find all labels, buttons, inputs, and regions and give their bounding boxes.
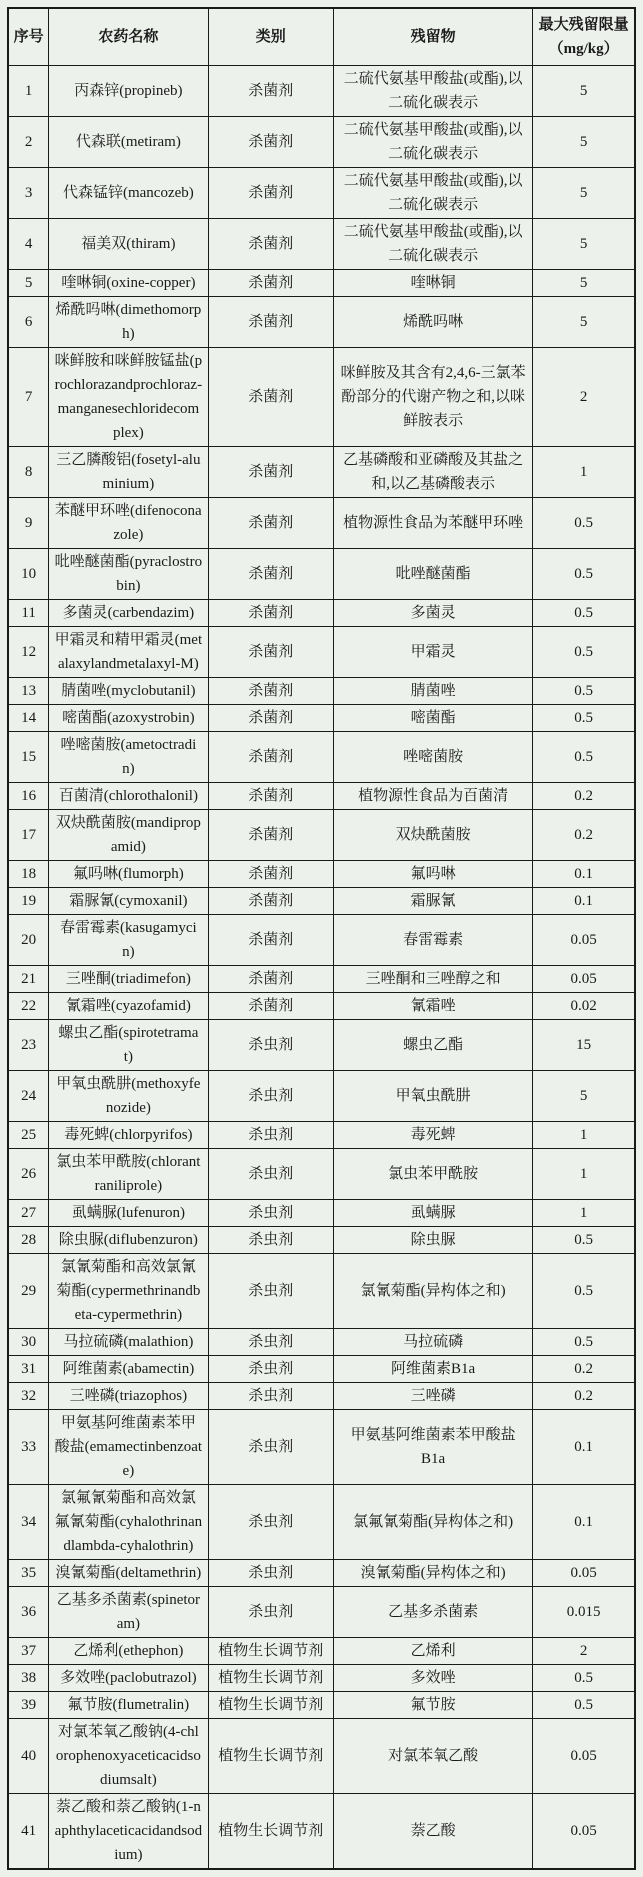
- table-row: [8, 915, 635, 966]
- category: 植物生长调节剂: [208, 1719, 333, 1794]
- max-limit-value: 5: [533, 1071, 635, 1122]
- row-number: 20: [8, 915, 49, 966]
- header-pesticide-name: 农药名称: [49, 8, 208, 66]
- pesticide-name: 喹啉铜(oxine-copper): [49, 270, 208, 297]
- row-number: 28: [8, 1227, 49, 1254]
- row-number: 14: [8, 705, 49, 732]
- residue: 霜脲氰: [333, 888, 532, 915]
- max-limit-value: 1: [533, 1200, 635, 1227]
- max-limit-value: 5: [533, 297, 635, 348]
- max-limit-value: 0.5: [533, 732, 635, 783]
- pesticide-name: 腈菌唑(myclobutanil): [49, 678, 208, 705]
- max-limit-value: 0.2: [533, 1383, 635, 1410]
- row-number: 8: [8, 447, 49, 498]
- pesticide-name: 氰霜唑(cyazofamid): [49, 993, 208, 1020]
- max-limit-value: 5: [533, 66, 635, 117]
- residue: 腈菌唑: [333, 678, 532, 705]
- residue: 二硫代氨基甲酸盐(或酯),以二硫化碳表示: [333, 168, 532, 219]
- pesticide-name: 代森联(metiram): [49, 117, 208, 168]
- row-number: 22: [8, 993, 49, 1020]
- max-limit-value: 2: [533, 348, 635, 447]
- residue: 三唑磷: [333, 1383, 532, 1410]
- table-body: [8, 66, 635, 1870]
- residue: 二硫代氨基甲酸盐(或酯),以二硫化碳表示: [333, 219, 532, 270]
- row-number: 5: [8, 270, 49, 297]
- category: 植物生长调节剂: [208, 1794, 333, 1870]
- table-row: [8, 861, 635, 888]
- table-row: [8, 1410, 635, 1485]
- pesticide-name: 螺虫乙酯(spirotetramat): [49, 1020, 208, 1071]
- pesticide-name: 甲氧虫酰肼(methoxyfenozide): [49, 1071, 208, 1122]
- max-limit-value: 0.5: [533, 1692, 635, 1719]
- category: 杀菌剂: [208, 966, 333, 993]
- residue: 氟节胺: [333, 1692, 532, 1719]
- pesticide-name: 氯氰菊酯和高效氯氰菊酯(cypermethrinandbeta-cypermethrin): [49, 1254, 208, 1329]
- category: 杀虫剂: [208, 1149, 333, 1200]
- pesticide-name: 三唑磷(triazophos): [49, 1383, 208, 1410]
- table-header: [8, 8, 635, 66]
- category: 植物生长调节剂: [208, 1638, 333, 1665]
- residue: 乙基磷酸和亚磷酸及其盐之和,以乙基磷酸表示: [333, 447, 532, 498]
- table-row: [8, 270, 635, 297]
- category: 杀菌剂: [208, 447, 333, 498]
- table-row: [8, 1638, 635, 1665]
- max-limit-value: 1: [533, 447, 635, 498]
- pesticide-name: 氟节胺(flumetralin): [49, 1692, 208, 1719]
- table-row: [8, 297, 635, 348]
- category: 杀菌剂: [208, 168, 333, 219]
- table-row: [8, 705, 635, 732]
- row-number: 29: [8, 1254, 49, 1329]
- max-limit-value: 5: [533, 219, 635, 270]
- category: 杀虫剂: [208, 1485, 333, 1560]
- category: 杀虫剂: [208, 1410, 333, 1485]
- max-limit-value: 0.1: [533, 1485, 635, 1560]
- pesticide-name: 多效唑(paclobutrazol): [49, 1665, 208, 1692]
- category: 杀菌剂: [208, 915, 333, 966]
- max-limit-value: 1: [533, 1149, 635, 1200]
- residue: 烯酰吗啉: [333, 297, 532, 348]
- pesticide-name: 甲霜灵和精甲霜灵(metalaxylandmetalaxyl-M): [49, 627, 208, 678]
- residue: 唑嘧菌胺: [333, 732, 532, 783]
- pesticide-name: 咪鲜胺和咪鲜胺锰盐(prochlorazandprochloraz-manganesechloridecomplex): [49, 348, 208, 447]
- max-limit-value: 0.1: [533, 888, 635, 915]
- residue: 氯氰菊酯(异构体之和): [333, 1254, 532, 1329]
- table-row: [8, 1587, 635, 1638]
- category: 杀菌剂: [208, 732, 333, 783]
- max-limit-value: 0.05: [533, 1794, 635, 1870]
- category: 杀虫剂: [208, 1071, 333, 1122]
- row-number: 18: [8, 861, 49, 888]
- table-row: [8, 993, 635, 1020]
- max-limit-value: 0.5: [533, 1329, 635, 1356]
- row-number: 3: [8, 168, 49, 219]
- category: 杀虫剂: [208, 1587, 333, 1638]
- max-limit-value: 5: [533, 168, 635, 219]
- category: 杀虫剂: [208, 1254, 333, 1329]
- row-number: 17: [8, 810, 49, 861]
- category: 杀菌剂: [208, 600, 333, 627]
- residue: 氰霜唑: [333, 993, 532, 1020]
- table-row: [8, 117, 635, 168]
- row-number: 39: [8, 1692, 49, 1719]
- residue: 嘧菌酯: [333, 705, 532, 732]
- row-number: 15: [8, 732, 49, 783]
- category: 杀菌剂: [208, 705, 333, 732]
- row-number: 23: [8, 1020, 49, 1071]
- header-max-limit-line2: （mg/kg）: [548, 41, 619, 57]
- max-limit-value: 0.2: [533, 1356, 635, 1383]
- max-limit-value: 1: [533, 1122, 635, 1149]
- table-row: [8, 678, 635, 705]
- table-row: [8, 549, 635, 600]
- residue: 氯氟氰菊酯(异构体之和): [333, 1485, 532, 1560]
- table-row: [8, 888, 635, 915]
- row-number: 1: [8, 66, 49, 117]
- residue: 植物源性食品为苯醚甲环唑: [333, 498, 532, 549]
- table-row: [8, 732, 635, 783]
- table-row: [8, 1485, 635, 1560]
- header-max-limit: [533, 8, 635, 66]
- table-row: [8, 1329, 635, 1356]
- table-row: [8, 447, 635, 498]
- category: 杀菌剂: [208, 810, 333, 861]
- table-row: [8, 219, 635, 270]
- pesticide-name: 三唑酮(triadimefon): [49, 966, 208, 993]
- row-number: 26: [8, 1149, 49, 1200]
- residue: 吡唑醚菌酯: [333, 549, 532, 600]
- residue: 多菌灵: [333, 600, 532, 627]
- row-number: 11: [8, 600, 49, 627]
- category: 杀菌剂: [208, 627, 333, 678]
- row-number: 31: [8, 1356, 49, 1383]
- residue: 氟吗啉: [333, 861, 532, 888]
- header-max-limit-line1: 最大残留限量: [538, 17, 629, 33]
- pesticide-name: 福美双(thiram): [49, 219, 208, 270]
- category: 杀虫剂: [208, 1383, 333, 1410]
- residue: 螺虫乙酯: [333, 1020, 532, 1071]
- row-number: 25: [8, 1122, 49, 1149]
- category: 杀菌剂: [208, 348, 333, 447]
- table-row: [8, 627, 635, 678]
- row-number: 34: [8, 1485, 49, 1560]
- residue: 咪鲜胺及其含有2,4,6-三氯苯酚部分的代谢产物之和,以咪鲜胺表示: [333, 348, 532, 447]
- pesticide-name: 春雷霉素(kasugamycin): [49, 915, 208, 966]
- pesticide-name: 溴氰菊酯(deltamethrin): [49, 1560, 208, 1587]
- residue: 氯虫苯甲酰胺: [333, 1149, 532, 1200]
- row-number: 4: [8, 219, 49, 270]
- category: 杀菌剂: [208, 888, 333, 915]
- max-limit-value: 0.015: [533, 1587, 635, 1638]
- row-number: 7: [8, 348, 49, 447]
- max-limit-value: 2: [533, 1638, 635, 1665]
- residue: 三唑酮和三唑醇之和: [333, 966, 532, 993]
- row-number: 41: [8, 1794, 49, 1870]
- table-row: [8, 1665, 635, 1692]
- table-row: [8, 783, 635, 810]
- pesticide-name: 氟吗啉(flumorph): [49, 861, 208, 888]
- pesticide-name: 阿维菌素(abamectin): [49, 1356, 208, 1383]
- residue: 甲霜灵: [333, 627, 532, 678]
- category: 杀虫剂: [208, 1560, 333, 1587]
- residue: 二硫代氨基甲酸盐(或酯),以二硫化碳表示: [333, 66, 532, 117]
- category: 杀虫剂: [208, 1329, 333, 1356]
- category: 植物生长调节剂: [208, 1665, 333, 1692]
- table-row: [8, 1383, 635, 1410]
- table-row: [8, 1227, 635, 1254]
- residue: 阿维菌素B1a: [333, 1356, 532, 1383]
- category: 杀菌剂: [208, 117, 333, 168]
- row-number: 12: [8, 627, 49, 678]
- residue: 马拉硫磷: [333, 1329, 532, 1356]
- table-row: [8, 966, 635, 993]
- table-row: [8, 1560, 635, 1587]
- table-row: [8, 1122, 635, 1149]
- max-limit-value: 0.5: [533, 705, 635, 732]
- row-number: 19: [8, 888, 49, 915]
- pesticide-name: 多菌灵(carbendazim): [49, 600, 208, 627]
- category: 杀菌剂: [208, 297, 333, 348]
- max-limit-value: 0.5: [533, 600, 635, 627]
- row-number: 27: [8, 1200, 49, 1227]
- table-row: [8, 1719, 635, 1794]
- pesticide-mrl-table: [7, 7, 636, 1870]
- residue: 春雷霉素: [333, 915, 532, 966]
- table-row: [8, 810, 635, 861]
- row-number: 36: [8, 1587, 49, 1638]
- max-limit-value: 0.2: [533, 783, 635, 810]
- row-number: 30: [8, 1329, 49, 1356]
- residue: 毒死蜱: [333, 1122, 532, 1149]
- header-no: 序号: [8, 8, 49, 66]
- max-limit-value: 0.5: [533, 498, 635, 549]
- max-limit-value: 0.5: [533, 1227, 635, 1254]
- pesticide-name: 霜脲氰(cymoxanil): [49, 888, 208, 915]
- pesticide-name: 氯虫苯甲酰胺(chlorantraniliprole): [49, 1149, 208, 1200]
- table-row: [8, 1794, 635, 1870]
- row-number: 6: [8, 297, 49, 348]
- category: 杀菌剂: [208, 498, 333, 549]
- max-limit-value: 0.05: [533, 1560, 635, 1587]
- residue: 乙基多杀菌素: [333, 1587, 532, 1638]
- residue: 二硫代氨基甲酸盐(或酯),以二硫化碳表示: [333, 117, 532, 168]
- max-limit-value: 0.5: [533, 1665, 635, 1692]
- header-residue: 残留物: [333, 8, 532, 66]
- pesticide-name: 百菌清(chlorothalonil): [49, 783, 208, 810]
- residue: 除虫脲: [333, 1227, 532, 1254]
- category: 杀菌剂: [208, 219, 333, 270]
- pesticide-name: 乙烯利(ethephon): [49, 1638, 208, 1665]
- row-number: 21: [8, 966, 49, 993]
- max-limit-value: 0.1: [533, 1410, 635, 1485]
- table-row: [8, 600, 635, 627]
- row-number: 10: [8, 549, 49, 600]
- max-limit-value: 0.2: [533, 810, 635, 861]
- pesticide-name: 虱螨脲(lufenuron): [49, 1200, 208, 1227]
- pesticide-name: 氯氟氰菊酯和高效氯氟氰菊酯(cyhalothrinandlambda-cyhalothrin): [49, 1485, 208, 1560]
- table-row: [8, 348, 635, 447]
- max-limit-value: 0.05: [533, 1719, 635, 1794]
- max-limit-value: 0.1: [533, 861, 635, 888]
- row-number: 35: [8, 1560, 49, 1587]
- header-row: [8, 8, 635, 66]
- pesticide-name: 嘧菌酯(azoxystrobin): [49, 705, 208, 732]
- max-limit-value: 5: [533, 117, 635, 168]
- row-number: 38: [8, 1665, 49, 1692]
- residue: 萘乙酸: [333, 1794, 532, 1870]
- category: 杀菌剂: [208, 270, 333, 297]
- category: 杀菌剂: [208, 66, 333, 117]
- table-row: [8, 1200, 635, 1227]
- max-limit-value: 0.02: [533, 993, 635, 1020]
- max-limit-value: 15: [533, 1020, 635, 1071]
- category: 杀菌剂: [208, 678, 333, 705]
- category: 杀菌剂: [208, 783, 333, 810]
- residue: 虱螨脲: [333, 1200, 532, 1227]
- category: 杀菌剂: [208, 993, 333, 1020]
- row-number: 16: [8, 783, 49, 810]
- table-row: [8, 1692, 635, 1719]
- row-number: 2: [8, 117, 49, 168]
- table-row: [8, 1071, 635, 1122]
- pesticide-name: 三乙膦酸铝(fosetyl-aluminium): [49, 447, 208, 498]
- table-row: [8, 1356, 635, 1383]
- residue: 喹啉铜: [333, 270, 532, 297]
- residue: 植物源性食品为百菌清: [333, 783, 532, 810]
- category: 杀虫剂: [208, 1020, 333, 1071]
- pesticide-name: 唑嘧菌胺(ametoctradin): [49, 732, 208, 783]
- row-number: 9: [8, 498, 49, 549]
- header-category: 类别: [208, 8, 333, 66]
- category: 植物生长调节剂: [208, 1692, 333, 1719]
- residue: 乙烯利: [333, 1638, 532, 1665]
- max-limit-value: 0.05: [533, 915, 635, 966]
- pesticide-name: 烯酰吗啉(dimethomorph): [49, 297, 208, 348]
- residue: 双炔酰菌胺: [333, 810, 532, 861]
- table-row: [8, 1149, 635, 1200]
- table-row: [8, 498, 635, 549]
- max-limit-value: 0.5: [533, 549, 635, 600]
- pesticide-name: 苯醚甲环唑(difenoconazole): [49, 498, 208, 549]
- row-number: 37: [8, 1638, 49, 1665]
- max-limit-value: 0.5: [533, 678, 635, 705]
- pesticide-name: 代森锰锌(mancozeb): [49, 168, 208, 219]
- residue: 对氯苯氧乙酸: [333, 1719, 532, 1794]
- category: 杀虫剂: [208, 1122, 333, 1149]
- pesticide-name: 吡唑醚菌酯(pyraclostrobin): [49, 549, 208, 600]
- category: 杀虫剂: [208, 1227, 333, 1254]
- pesticide-name: 双炔酰菌胺(mandipropamid): [49, 810, 208, 861]
- category: 杀虫剂: [208, 1200, 333, 1227]
- pesticide-name: 对氯苯氧乙酸钠(4-chlorophenoxyaceticacidsodiumsalt): [49, 1719, 208, 1794]
- row-number: 33: [8, 1410, 49, 1485]
- table-row: [8, 1254, 635, 1329]
- residue: 多效唑: [333, 1665, 532, 1692]
- row-number: 24: [8, 1071, 49, 1122]
- max-limit-value: 0.5: [533, 627, 635, 678]
- category: 杀菌剂: [208, 861, 333, 888]
- pesticide-name: 萘乙酸和萘乙酸钠(1-naphthylaceticacidandsodium): [49, 1794, 208, 1870]
- row-number: 40: [8, 1719, 49, 1794]
- table-row: [8, 168, 635, 219]
- pesticide-name: 除虫脲(diflubenzuron): [49, 1227, 208, 1254]
- pesticide-name: 毒死蜱(chlorpyrifos): [49, 1122, 208, 1149]
- residue: 溴氰菊酯(异构体之和): [333, 1560, 532, 1587]
- table-row: [8, 1020, 635, 1071]
- row-number: 13: [8, 678, 49, 705]
- pesticide-name: 甲氨基阿维菌素苯甲酸盐(emamectinbenzoate): [49, 1410, 208, 1485]
- residue: 甲氧虫酰肼: [333, 1071, 532, 1122]
- table-row: [8, 66, 635, 117]
- max-limit-value: 0.05: [533, 966, 635, 993]
- pesticide-name: 马拉硫磷(malathion): [49, 1329, 208, 1356]
- max-limit-value: 0.5: [533, 1254, 635, 1329]
- category: 杀菌剂: [208, 549, 333, 600]
- category: 杀虫剂: [208, 1356, 333, 1383]
- pesticide-name: 丙森锌(propineb): [49, 66, 208, 117]
- pesticide-name: 乙基多杀菌素(spinetoram): [49, 1587, 208, 1638]
- max-limit-value: 5: [533, 270, 635, 297]
- residue: 甲氨基阿维菌素苯甲酸盐 B1a: [333, 1410, 532, 1485]
- row-number: 32: [8, 1383, 49, 1410]
